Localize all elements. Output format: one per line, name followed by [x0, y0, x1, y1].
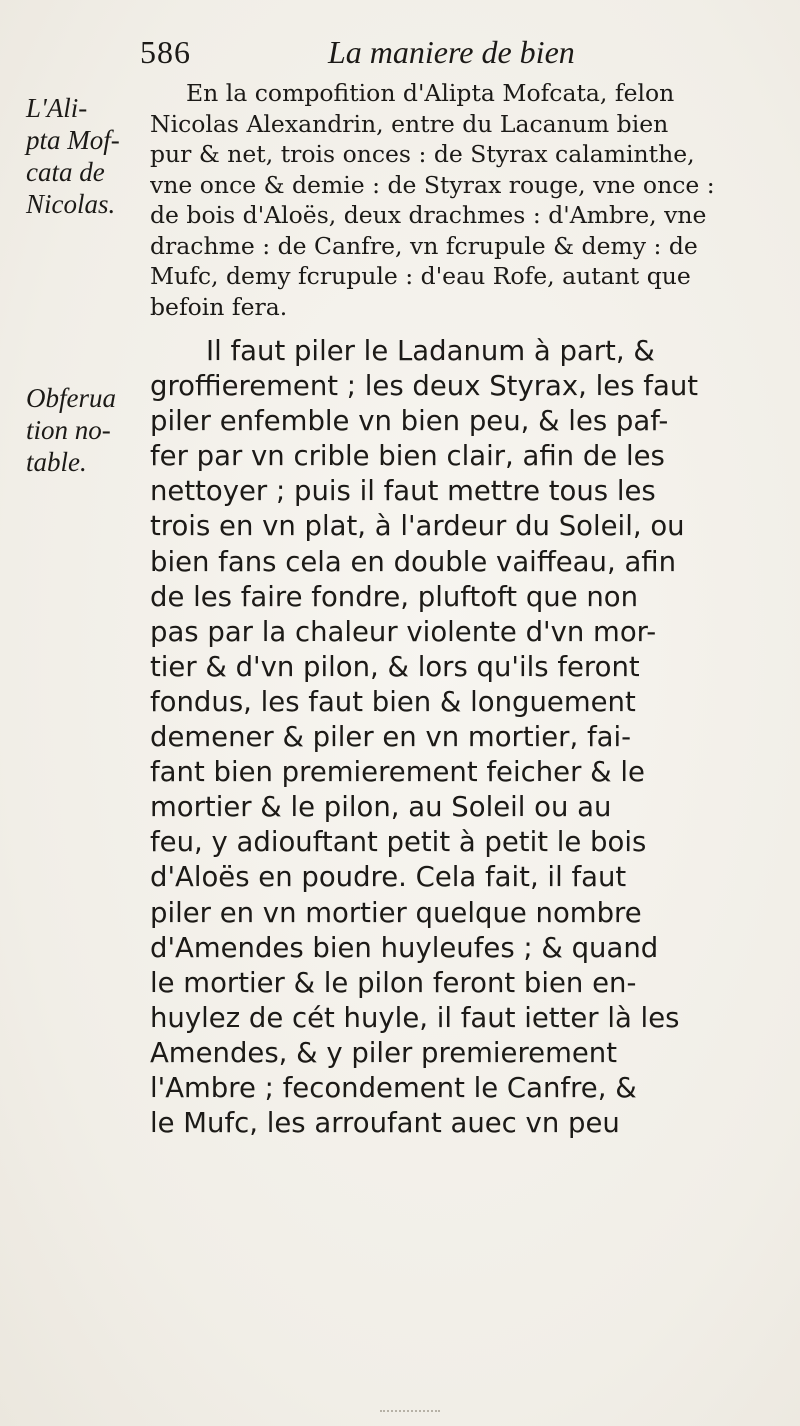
- text-line: pas par la chaleur violente d'vn mor-: [150, 615, 657, 648]
- text-line: fant bien premierement feicher & le: [150, 756, 645, 789]
- text-line: fondus, les faut bien & longuement: [150, 685, 636, 718]
- text-line: piler en vn mortier quelque nombre: [150, 896, 642, 929]
- text-line: drachme : de Canfre, vn fcrupule & demy : de: [150, 231, 698, 260]
- text-line: feu, y adiouftant petit à petit le bois: [150, 826, 647, 859]
- margin-note-observation: [26, 382, 146, 478]
- text-line: Amendes, & y piler premierement: [150, 1036, 618, 1069]
- observation-paragraph: [150, 334, 784, 1141]
- text-line: le mortier & le pilon feront bien en-: [150, 966, 637, 999]
- text-line: piler enfemble vn bien peu, & les paf-: [150, 405, 669, 438]
- text-line: trois en vn plat, à l'ardeur du Soleil, ou: [150, 510, 685, 543]
- text-line: mortier & le pilon, au Soleil ou au: [150, 791, 612, 824]
- margin-note-line: L'Ali-: [26, 93, 88, 123]
- text-line: fer par vn crible bien clair, afin de les: [150, 440, 665, 473]
- text-line: nettoyer ; puis il faut mettre tous les: [150, 475, 656, 508]
- text-line: vne once & demie : de Styrax rouge, vne once :: [150, 170, 715, 199]
- text-line: huylez de cét huyle, il faut ietter là les: [150, 1001, 680, 1034]
- text-line: groffierement ; les deux Styrax, les faut: [150, 370, 699, 403]
- margin-note-line: Nicolas.: [26, 189, 116, 219]
- margin-note-line: pta Mof-: [26, 125, 120, 155]
- text-line: de les faire fondre, pluftoft que non: [150, 580, 639, 613]
- text-line: de bois d'Aloës, deux drachmes : d'Ambre, vne: [150, 201, 707, 229]
- text-line: l'Ambre ; fecondement le Canfre, &: [150, 1071, 637, 1104]
- text-line: demener & piler en vn mortier, fai-: [150, 721, 632, 754]
- margin-note-line: table.: [26, 447, 87, 477]
- text-line: En la compofition d'Alipta Mofcata, felon: [186, 79, 675, 107]
- margin-note-line: Obferua: [26, 383, 116, 413]
- text-line: d'Amendes bien huyleufes ; & quand: [150, 931, 659, 964]
- text-line: pur & net, trois onces : de Styrax calaminthe,: [150, 140, 695, 168]
- text-line: Nicolas Alexandrin, entre du Lacanum bien: [150, 109, 669, 138]
- running-head: La maniere de bien: [328, 34, 575, 70]
- text-line: d'Aloës en poudre. Cela fait, il faut: [150, 861, 627, 894]
- text-line: befoin fera.: [150, 292, 288, 321]
- margin-note-line: cata de: [26, 157, 105, 187]
- text-line: le Mufc, les arroufant auec vn peu: [150, 1107, 620, 1140]
- print-smudge: [380, 1410, 440, 1415]
- text-line: Mufc, demy fcrupule : d'eau Rofe, autant que: [150, 262, 691, 290]
- page-header: [140, 34, 740, 74]
- text-line: bien fans cela en double vaiffeau, afin: [150, 545, 677, 578]
- margin-note-alipta: [26, 92, 146, 220]
- page-number: 586: [140, 34, 191, 70]
- recipe-paragraph: [150, 78, 784, 322]
- text-line: Il faut piler le Ladanum à part, &: [206, 335, 655, 367]
- margin-note-line: tion no-: [26, 415, 111, 445]
- text-line: tier & d'vn pilon, & lors qu'ils feront: [150, 650, 640, 683]
